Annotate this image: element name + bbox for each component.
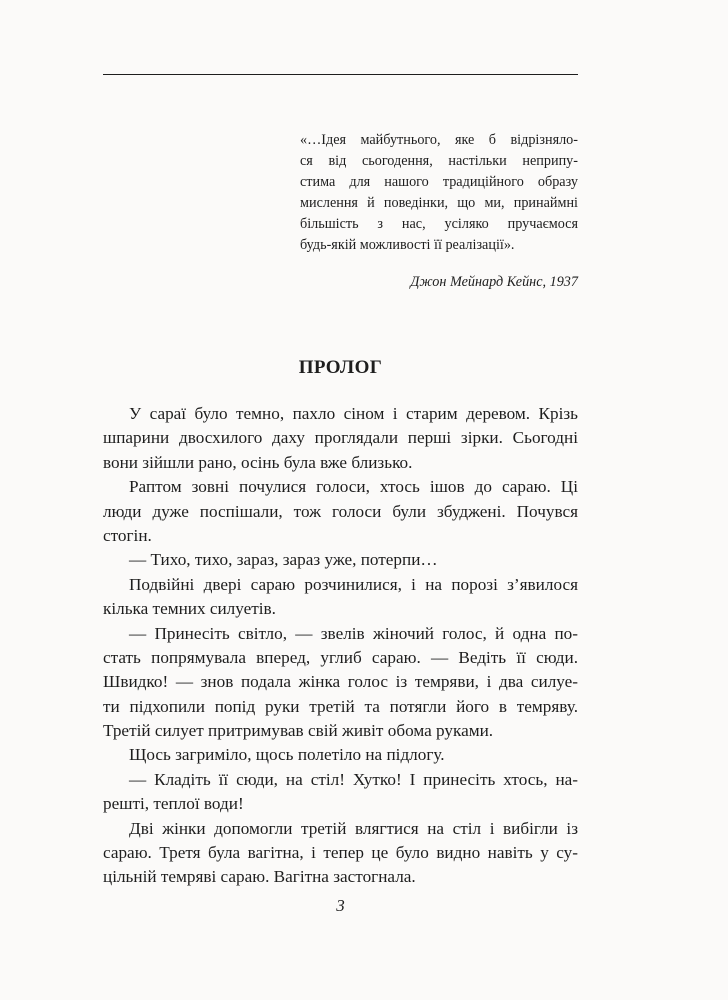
epigraph-line: стима для нашого традиційного образу <box>300 174 578 190</box>
text-line: — Тихо, тихо, зараз, зараз уже, потерпи… <box>129 550 438 570</box>
text-line: — Кладіть її сюди, на стіл! Хутко! І принесіть хтось, на- <box>129 769 578 789</box>
epigraph-line: ся від сьогодення, настільки неприпу- <box>300 153 578 169</box>
epigraph-line: мислення й поведінки, що ми, принаймні <box>300 195 578 211</box>
text-line: шпарини двосхилого даху проглядали перші зірки. Сьогодні <box>103 428 578 448</box>
text-line: цільній темряві сараю. Вагітна застогнала. <box>103 867 416 887</box>
text-line: Третій силует притримував свій живіт обома руками. <box>103 721 494 741</box>
text-line: Щось загриміло, щось полетіло на підлогу. <box>129 745 445 765</box>
text-line: стать попрямувала вперед, углиб сараю. — Ведіть її сюди. <box>103 647 578 667</box>
text-line: У сараї було темно, пахло сіном і старим деревом. Крізь <box>129 404 578 423</box>
text-line: Дві жінки допомогли третій влягтися на стіл і вибігли із <box>129 818 578 838</box>
text-line: кілька темних силуетів. <box>103 599 276 619</box>
epigraph-attribution: Джон Мейнард Кейнс, 1937 <box>410 274 578 290</box>
text-line: люди дуже поспішали, тож голоси були збуджені. Почувся <box>103 501 578 521</box>
epigraph <box>300 130 578 256</box>
chapter-title: ПРОЛОГ <box>298 357 383 378</box>
text-line: сараю. Третя була вагітна, і тепер це було видно навіть у су- <box>103 843 578 863</box>
epigraph-line: більшість з нас, усіляко пручаємося <box>300 216 578 232</box>
text-line: Подвійні двері сараю розчинилися, і на порозі з’явилося <box>129 574 578 594</box>
text-line: решті, теплої води! <box>103 794 244 814</box>
epigraph-line: будь-якій можливості її реалізації». <box>300 237 515 253</box>
epigraph-line: «…Ідея майбутнього, яке б відрізняло- <box>300 132 578 148</box>
text-line: ти підхопили попід руки третій та потягли його в темряву. <box>103 696 578 716</box>
text-line: Швидко! — знов подала жінка голос із темряви, і два силуе- <box>103 672 578 692</box>
page-number: 3 <box>336 896 345 915</box>
header-rule <box>103 74 578 75</box>
text-line: стогін. <box>103 525 152 545</box>
body-text <box>103 402 578 890</box>
text-line: Раптом зовні почулися голоси, хтось ішов до сараю. Ці <box>129 477 578 497</box>
text-line: вони зійшли рано, осінь була вже близько. <box>103 452 413 472</box>
text-line: — Принесіть світло, — звелів жіночий голос, й одна по- <box>129 623 578 643</box>
